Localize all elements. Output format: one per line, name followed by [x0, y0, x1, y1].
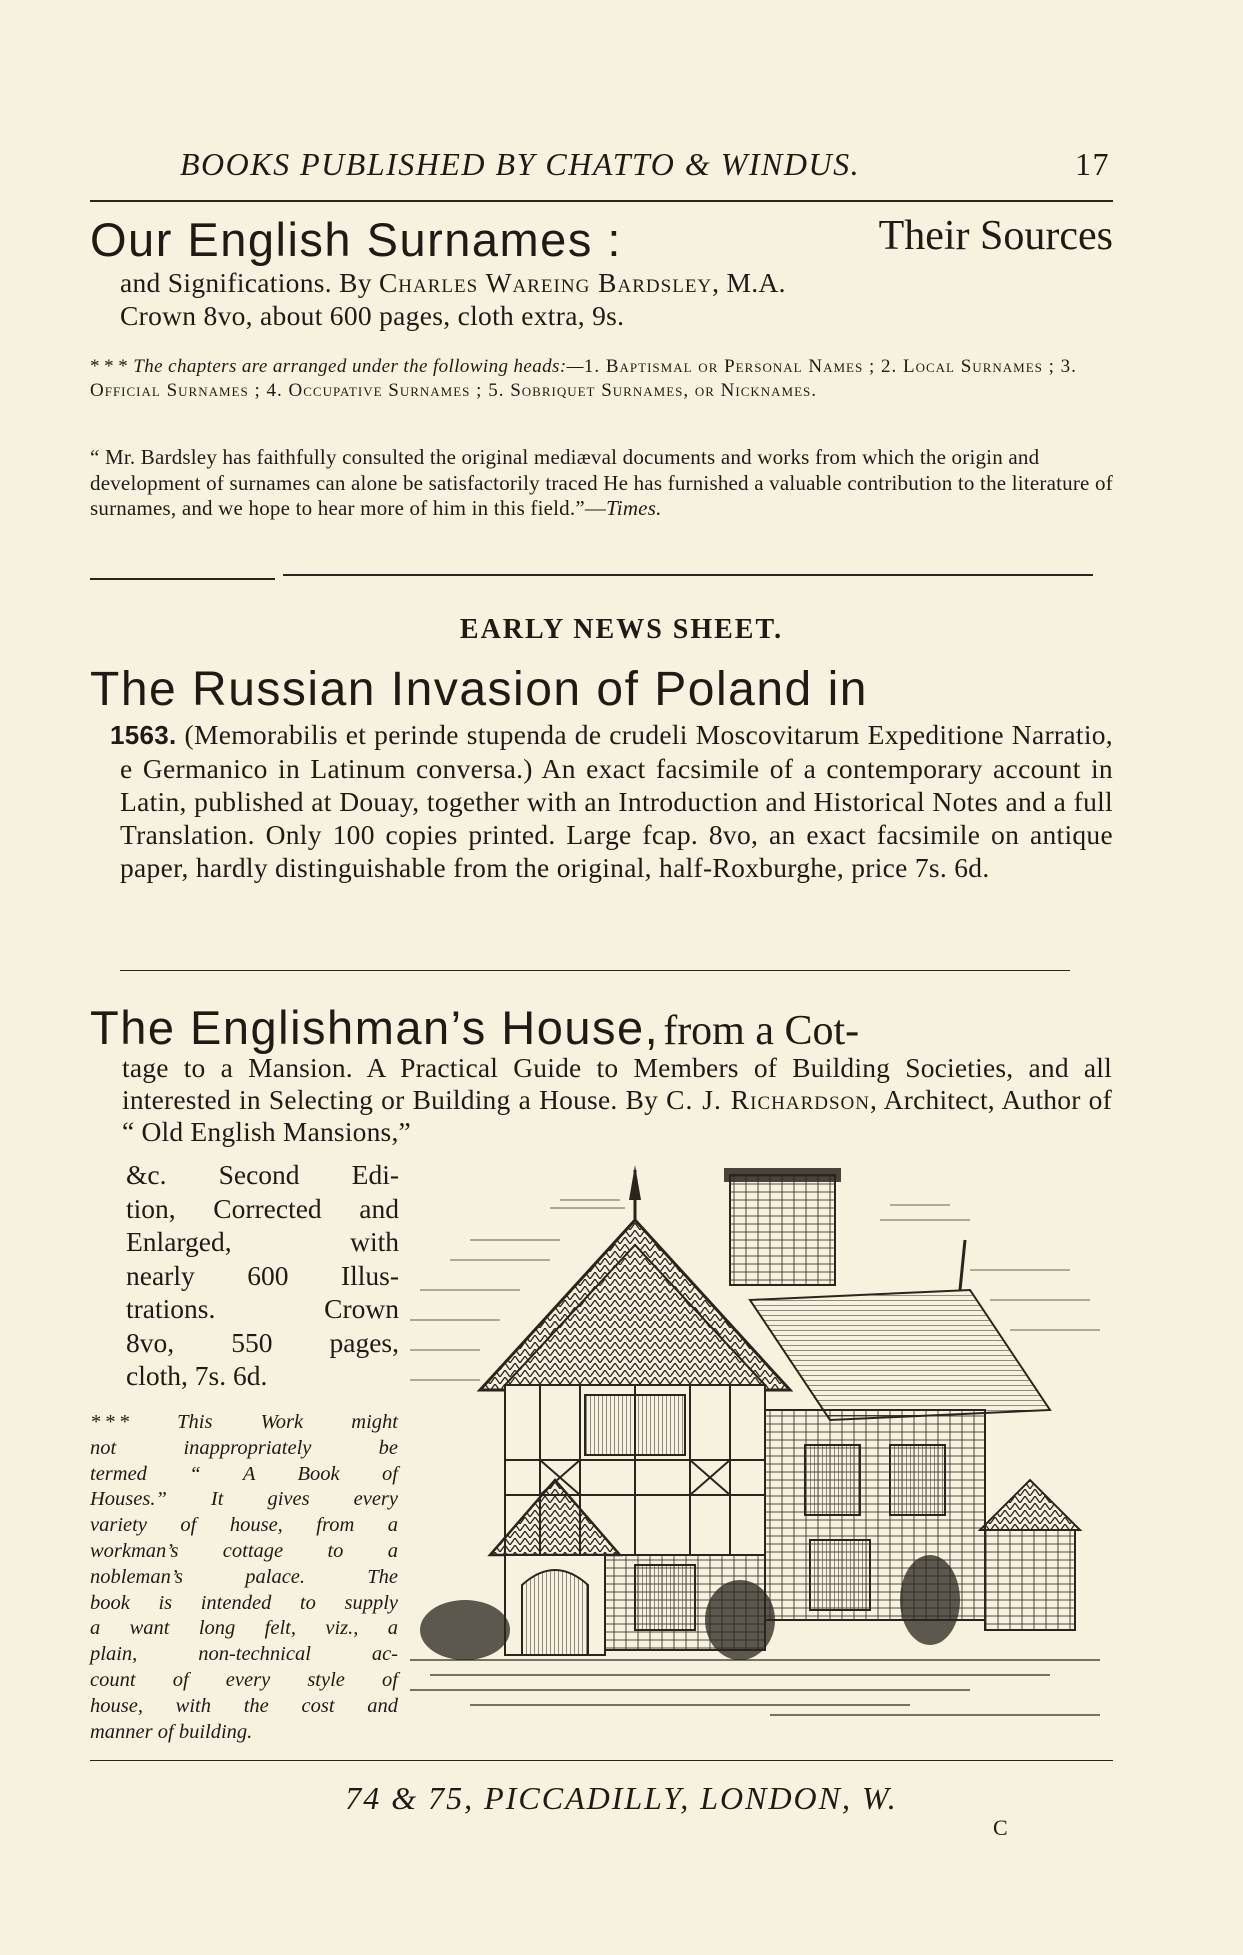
- ground: [410, 1660, 1100, 1715]
- divider-right: [283, 574, 1093, 576]
- chapters-intro: The chapters are arranged under the following heads:—: [133, 356, 584, 377]
- entry-house-subtitle: from a Cot-: [663, 1008, 860, 1054]
- entry-surnames-line1: [120, 266, 1113, 299]
- lower-window: [810, 1540, 870, 1610]
- note-line: workman’s cottage to a: [90, 1539, 398, 1562]
- divider-entry3: [120, 970, 1070, 971]
- edition-line: cloth, 7s. 6d.: [126, 1360, 268, 1391]
- chapters-list: 1. Baptismal or Personal Names ; 2. Local Surnames ; 3. Official Surnames ; 4. Occupative Surnames ; 5. Sobriquet Surnames, or Nicknames.: [90, 356, 1077, 401]
- header-rule: [90, 200, 1113, 202]
- divider-left: [90, 578, 275, 580]
- entry-house-author: C. J. Richardson: [666, 1084, 870, 1115]
- edition-line: nearly 600 Illus-: [126, 1259, 399, 1291]
- edition-line: 8vo, 550 pages,: [126, 1326, 399, 1358]
- entry-house-description: [122, 1052, 1112, 1148]
- note-line: termed “ A Book of: [90, 1462, 398, 1485]
- note-line: not inappropriately be: [90, 1436, 398, 1459]
- entry-surnames-title: Our English Surnames :: [90, 213, 622, 266]
- page-number: 17: [1075, 146, 1110, 182]
- entry-poland-title: The Russian Invasion of Poland in: [90, 663, 868, 716]
- entry-poland-text: (Memorabilis et perinde stupenda de crudeli Moscovitarum Expeditione Narratio, e Germanico in Latinum conversa.) An exact facsimile of a contemporary account in Latin, published at Douay, together with an Introduction and Historical Notes and a full Translation. Only 100 copies printed. Large fcap. 8vo, an exact facsimile on antique paper, hardly distinguishable from the original, half-Roxburghe, price 7s. 6d.: [120, 719, 1113, 883]
- note-line: a want long felt, viz., a: [90, 1617, 398, 1640]
- upper-window: [585, 1395, 685, 1455]
- entry-house-title: The Englishman’s House,: [90, 1001, 660, 1054]
- entry-house-heading: [90, 1000, 1113, 1055]
- quote-source: Times.: [606, 496, 662, 520]
- house-engraving: [410, 1160, 1100, 1740]
- edition-details: [126, 1158, 399, 1393]
- entry-surnames-subtitle: Their Sources: [878, 213, 1113, 259]
- note-line: count of every style of: [90, 1668, 398, 1691]
- note-line: variety of house, from a: [90, 1514, 398, 1537]
- side-roof: [750, 1290, 1050, 1420]
- note-line: manner of building.: [90, 1720, 253, 1743]
- entry-surnames-description: [120, 266, 1113, 332]
- outbuilding: [985, 1530, 1075, 1630]
- note-line: * * * This Work might: [90, 1411, 398, 1433]
- edition-line: tion, Corrected and: [126, 1192, 399, 1224]
- asterism: * * *: [90, 356, 129, 377]
- section-kicker: EARLY NEWS SHEET.: [459, 614, 784, 645]
- front-door: [522, 1570, 588, 1655]
- note-line: Houses.” It gives every: [90, 1488, 398, 1511]
- press-quote: [90, 445, 1113, 522]
- entry-house-text-post: , Architect, Author of “ Old English Mansions,”: [122, 1084, 1112, 1147]
- entry-surnames-heading: [90, 212, 1113, 267]
- note-line: book is intended to supply: [90, 1591, 398, 1614]
- edition-line: Enlarged, with: [126, 1226, 399, 1257]
- running-title: BOOKS PUBLISHED BY CHATTO & WINDUS.: [180, 146, 861, 182]
- note-line: house, with the cost and: [90, 1694, 398, 1717]
- entry-house-text: tage to a Mansion. A Practical Guide to Members of Building Societies, and all interested in Selecting or Building a House. By: [122, 1052, 1112, 1115]
- entry-poland-description: [110, 718, 1113, 884]
- author-degree: , M.A.: [712, 267, 786, 298]
- note-line: plain, non-technical ac-: [90, 1643, 398, 1666]
- publisher-address: 74 & 75, PICCADILLY, LONDON, W.: [345, 1780, 898, 1816]
- note-line: nobleman’s palace. The: [90, 1565, 398, 1588]
- entry-surnames-line2: Crown 8vo, about 600 pages, cloth extra, 9s.: [120, 300, 625, 331]
- footer-rule: [90, 1760, 1113, 1761]
- house-note: [90, 1410, 398, 1745]
- quote-text: “ Mr. Bardsley has faithfully consulted the original mediæval documents and works from which the origin and development of surnames can alone be satisfactorily traced He has furnished a valuable contribution to the literature of surnames, and we hope to hear more of him in this field.”—: [90, 445, 1113, 520]
- entry-poland-year: 1563.: [110, 720, 177, 750]
- entry-surnames-text: and Significations. By: [120, 267, 379, 298]
- chimney: [730, 1175, 835, 1285]
- edition-line: &c. Second Edi-: [126, 1159, 399, 1190]
- author-name: Charles Wareing Bardsley: [378, 267, 713, 298]
- chapters-note: [90, 355, 1113, 403]
- signature-mark: C: [993, 1815, 1008, 1840]
- edition-line: trations. Crown: [126, 1293, 399, 1324]
